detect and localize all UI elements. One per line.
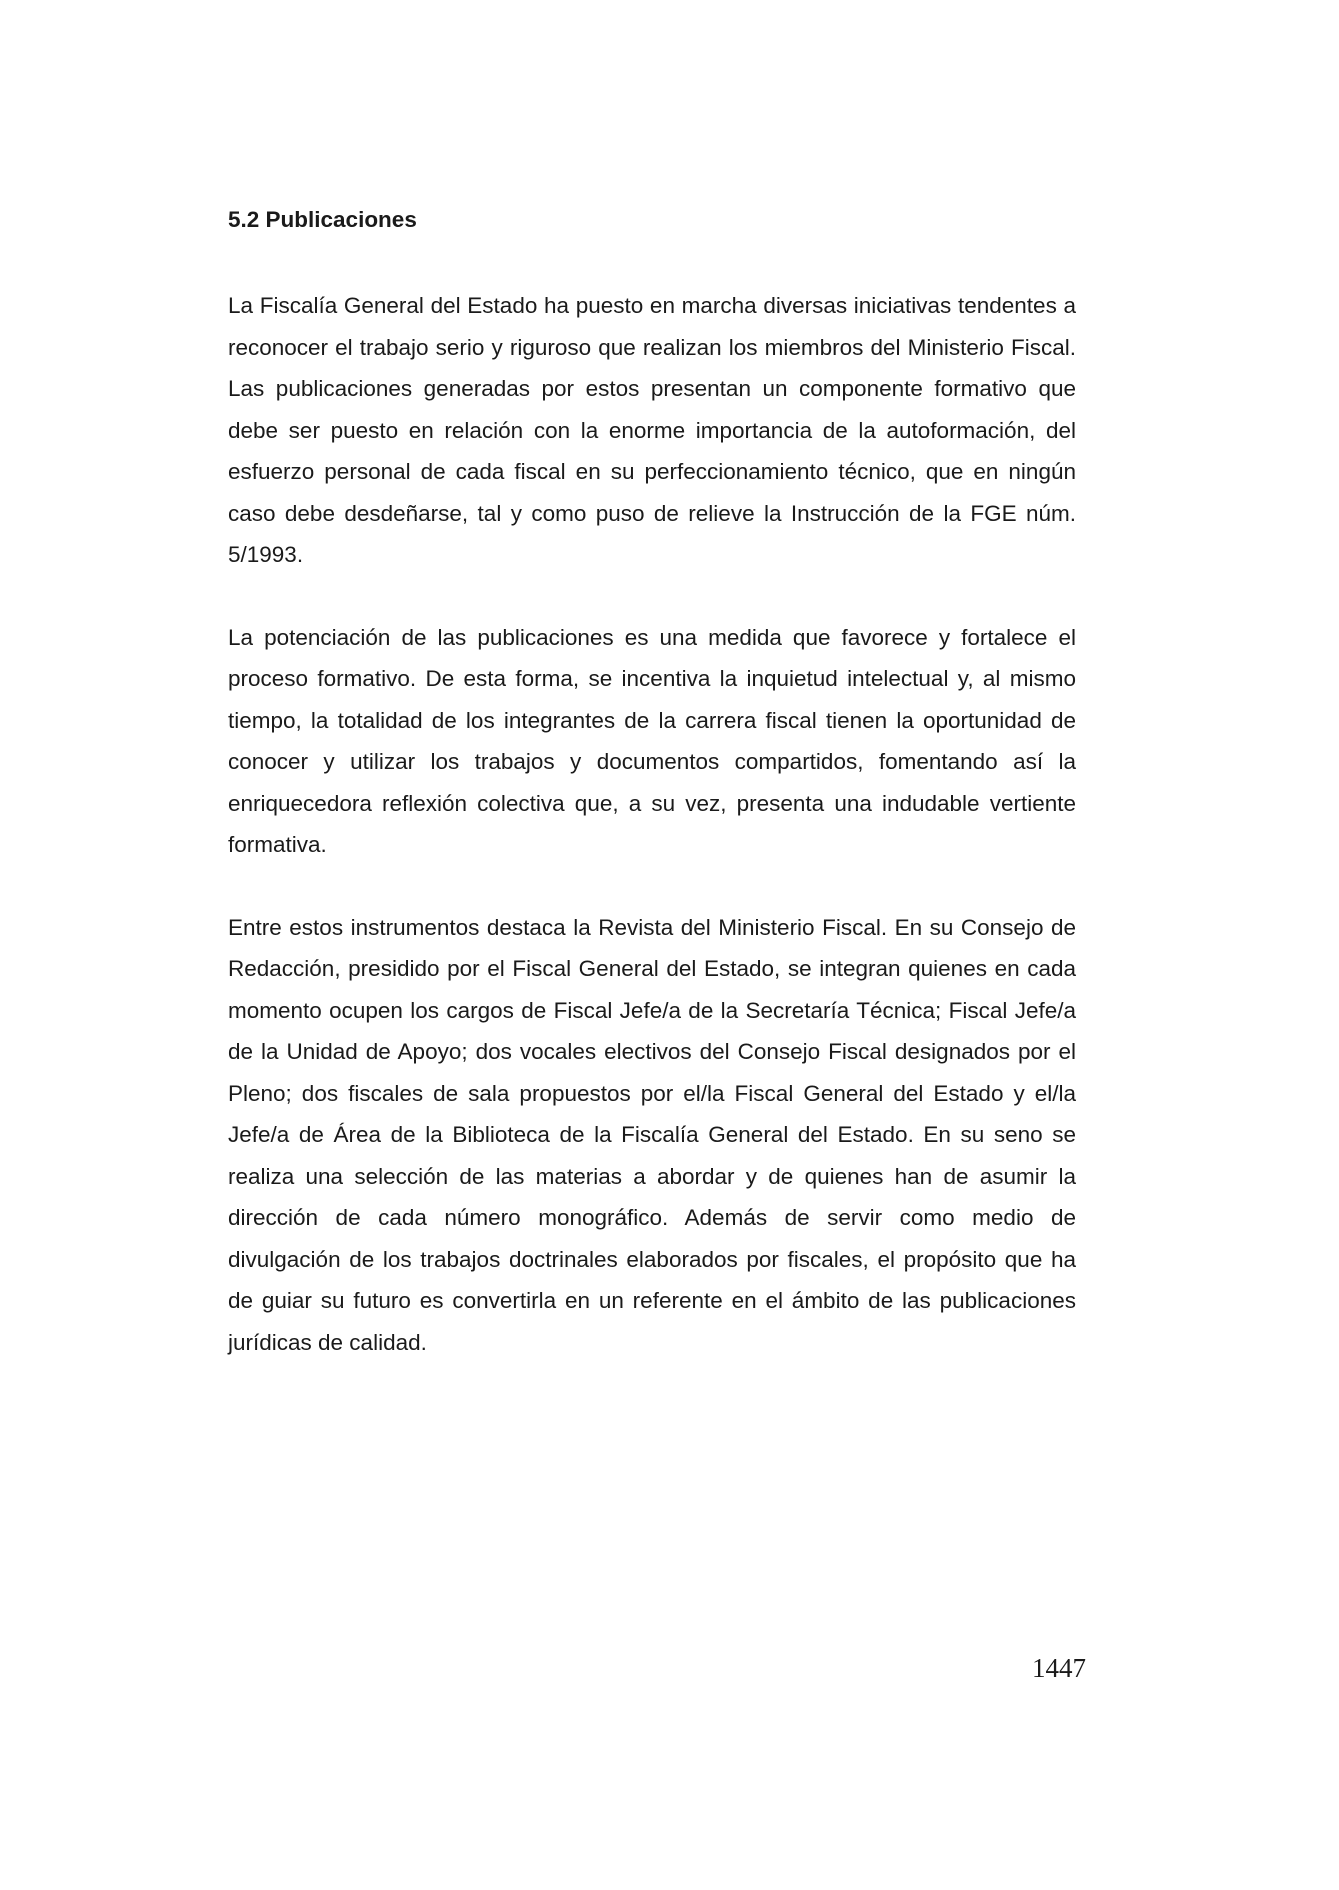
paragraph-spacer: [228, 576, 1076, 617]
page-body: [228, 203, 1076, 1363]
heading-spacer: [228, 237, 1076, 285]
paragraph-spacer: [228, 866, 1076, 907]
page-number: 1447: [1032, 1653, 1086, 1683]
paragraph-initiatives: La Fiscalía General del Estado ha puesto en marcha diversas iniciativas tendentes a reconocer el trabajo serio y riguroso que realizan los miembros del Ministerio Fiscal. Las publicaciones generadas por estos presentan un componente formativo que debe ser puesto en relación con la enorme importancia de la autoformación, del esfuerzo personal de cada fiscal en su perfeccionamiento técnico, que en ningún caso debe desdeñarse, tal y como puso de relieve la Instrucción de la FGE núm. 5/1993.: [228, 293, 1076, 567]
paragraph-publications-potential: La potenciación de las publicaciones es una medida que favorece y fortalece el proceso formativo. De esta forma, se incentiva la inquietud intelectual y, al mismo tiempo, la totalidad de los integrantes de la carrera fiscal tienen la oportunidad de conocer y utilizar los trabajos y documentos compartidos, fomentando así la enriquecedora reflexión colectiva que, a su vez, presenta una indudable vertiente formativa.: [228, 624, 1076, 857]
paragraph-revista: Entre estos instrumentos destaca la Revista del Ministerio Fiscal. En su Consejo de Redacción, presidido por el Fiscal General del Estado, se integran quienes en cada momento ocupen los cargos de Fiscal Jefe/a de la Secretaría Técnica; Fiscal Jefe/a de la Unidad de Apoyo; dos vocales electivos del Consejo Fiscal designados por el Pleno; dos fiscales de sala propuestos por el/la Fiscal General del Estado y el/la Jefe/a de Área de la Biblioteca de la Fiscalía General del Estado. En su seno se realiza una selección de las materias a abordar y de quienes han de asumir la dirección de cada número monográfico. Además de servir como medio de divulgación de los trabajos doctrinales elaborados por fiscales, el propósito que ha de guiar su futuro es convertirla en un referente en el ámbito de las publicaciones jurídicas de calidad.: [228, 914, 1076, 1355]
section-heading: 5.2 Publicaciones: [228, 207, 417, 232]
